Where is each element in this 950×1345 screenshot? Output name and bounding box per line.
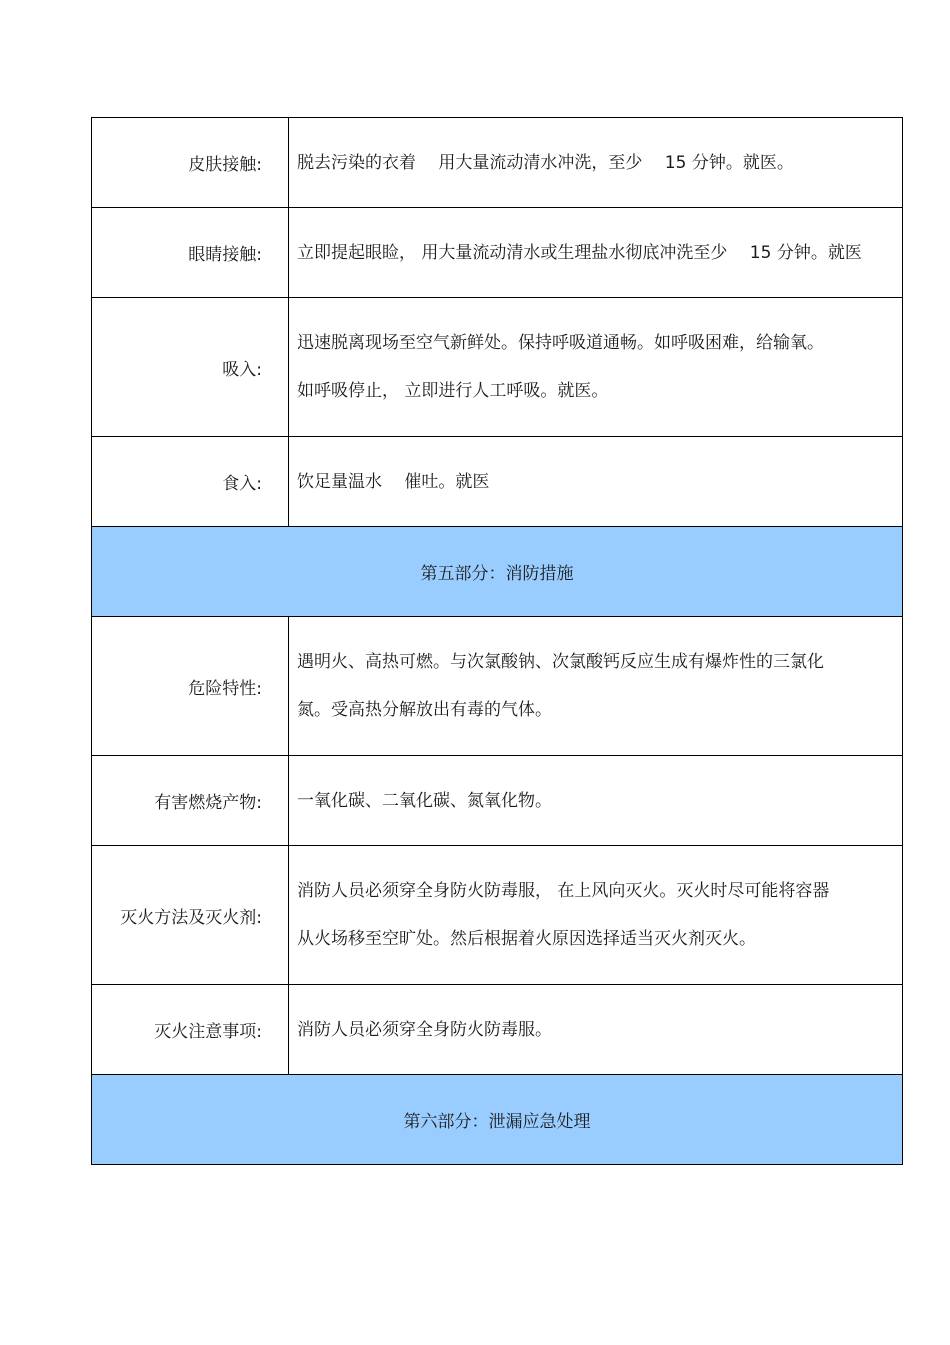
section-header-fire-measures xyxy=(92,527,903,617)
row-eye-contact xyxy=(92,208,903,298)
text-line: 立即提起眼睑， 用大量流动清水或生理盐水彻底冲洗至少 15 分钟。就医 xyxy=(297,242,862,263)
text-line: 迅速脱离现场至空气新鲜处。保持呼吸道通畅。如呼吸困难，给输氧。 xyxy=(297,333,824,353)
row-hazard-characteristics xyxy=(92,617,903,756)
text-line: 消防人员必须穿全身防火防毒服， 在上风向灭火。灭火时尽可能将容器 xyxy=(297,881,830,901)
text-line: 脱去污染的衣着 用大量流动清水冲洗，至少 15 分钟。就医。 xyxy=(297,152,794,173)
label-hazard-characteristics: 危险特性: xyxy=(92,617,289,756)
value-extinguishing-method xyxy=(289,846,903,985)
value-combustion-products xyxy=(289,756,903,846)
label-inhalation: 吸入: xyxy=(92,298,289,437)
text-line: 一氧化碳、二氧化碳、氮氧化物。 xyxy=(297,790,552,811)
label-combustion-products: 有害燃烧产物: xyxy=(92,756,289,846)
value-inhalation xyxy=(289,298,903,437)
section-header-leak-response xyxy=(92,1075,903,1165)
section-title-fire-measures: 第五部分：消防措施 xyxy=(92,527,903,617)
row-firefighting-precautions xyxy=(92,985,903,1075)
text-line: 如呼吸停止， 立即进行人工呼吸。就医。 xyxy=(297,381,609,401)
value-skin-contact xyxy=(289,118,903,208)
value-hazard-characteristics xyxy=(289,617,903,756)
text-line: 消防人员必须穿全身防火防毒服。 xyxy=(297,1019,552,1040)
value-eye-contact xyxy=(289,208,903,298)
text-line: 遇明火、高热可燃。与次氯酸钠、次氯酸钙反应生成有爆炸性的三氯化 xyxy=(297,652,824,672)
row-ingestion xyxy=(92,437,903,527)
row-skin-contact xyxy=(92,118,903,208)
row-inhalation xyxy=(92,298,903,437)
msds-table xyxy=(91,117,903,1165)
value-ingestion xyxy=(289,437,903,527)
text-line: 氮。受高热分解放出有毒的气体。 xyxy=(297,700,552,720)
row-extinguishing-method xyxy=(92,846,903,985)
value-firefighting-precautions xyxy=(289,985,903,1075)
label-eye-contact: 眼睛接触: xyxy=(92,208,289,298)
section-title-leak-response: 第六部分：泄漏应急处理 xyxy=(92,1075,903,1165)
label-skin-contact: 皮肤接触: xyxy=(92,118,289,208)
label-extinguishing-method: 灭火方法及灭火剂: xyxy=(92,846,289,985)
label-ingestion: 食入: xyxy=(92,437,289,527)
text-line: 从火场移至空旷处。然后根据着火原因选择适当灭火剂灭火。 xyxy=(297,929,756,949)
label-firefighting-precautions: 灭火注意事项: xyxy=(92,985,289,1075)
text-line: 饮足量温水 催吐。就医 xyxy=(297,471,490,492)
row-combustion-products xyxy=(92,756,903,846)
